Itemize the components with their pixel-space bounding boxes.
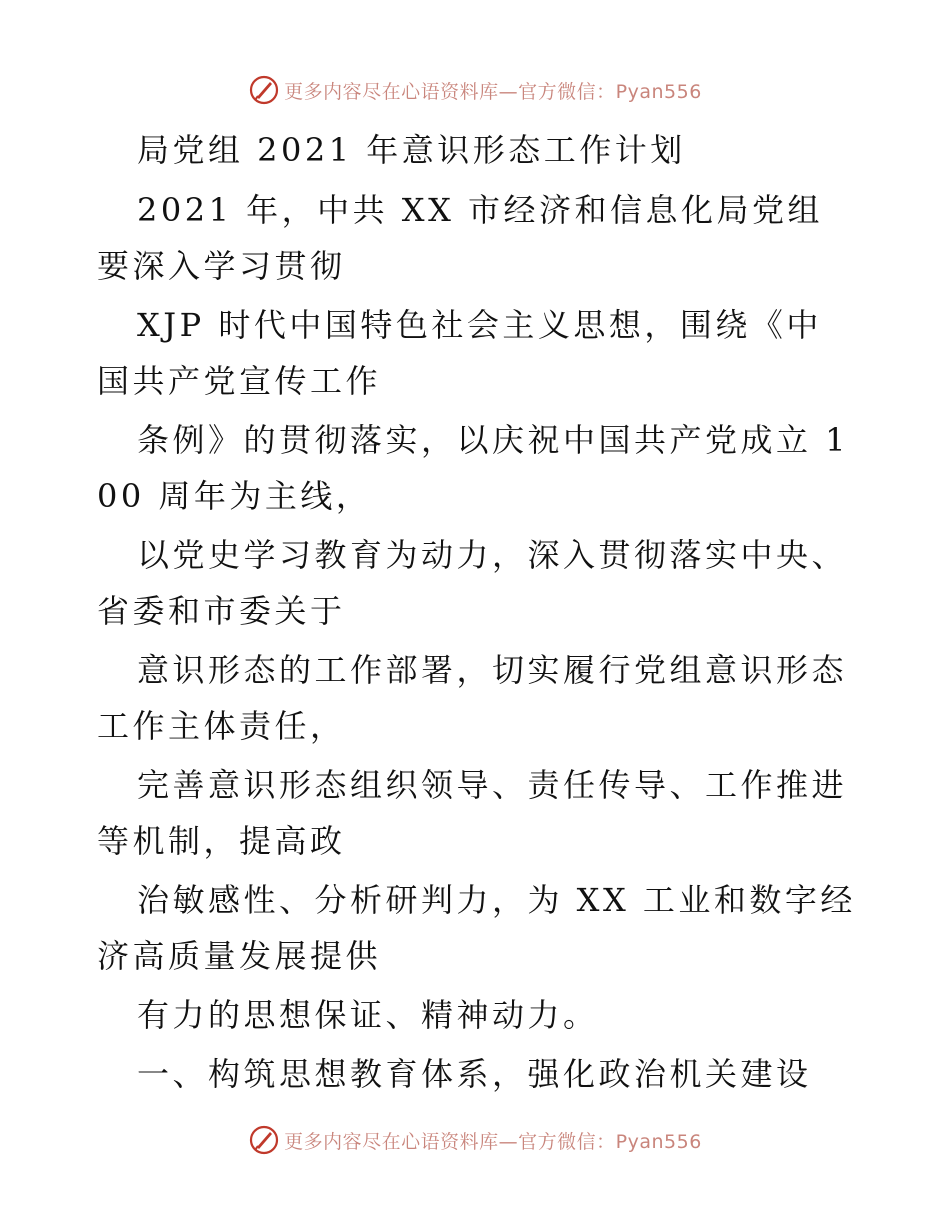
paragraph: 以党史学习教育为动力，深入贯彻落实中央、省委和市委关于	[97, 536, 848, 630]
watermark-text: 更多内容尽在心语资料库—官方微信：Pyan556	[284, 80, 702, 103]
paragraph: XJP 时代中国特色社会主义思想，围绕《中国共产党宣传工作	[97, 306, 822, 400]
watermark-text: 更多内容尽在心语资料库—官方微信：Pyan556	[284, 1130, 702, 1153]
document-body	[97, 122, 857, 1102]
header-watermark	[0, 70, 950, 110]
footer-watermark	[0, 1120, 950, 1160]
paragraph: 意识形态的工作部署，切实履行党组意识形态工作主体责任，	[97, 651, 848, 745]
paragraph: 治敏感性、分析研判力，为 XX 工业和数字经济高质量发展提供	[97, 881, 856, 975]
paragraph: 2021 年，中共 XX 市经济和信息化局党组要深入学习贯彻	[97, 191, 824, 285]
paragraph: 完善意识形态组织领导、责任传导、工作推进等机制，提高政	[97, 766, 848, 860]
paragraph: 条例》的贯彻落实，以庆祝中国共产党成立 100 周年为主线，	[97, 421, 850, 515]
paragraph: 有力的思想保证、精神动力。	[137, 996, 599, 1034]
section-heading: 一、构筑思想教育体系，强化政治机关建设	[137, 1055, 812, 1093]
quill-pen-logo-icon	[248, 1124, 280, 1156]
document-title: 局党组 2021 年意识形态工作计划	[137, 131, 686, 169]
quill-pen-logo-icon	[248, 74, 280, 106]
